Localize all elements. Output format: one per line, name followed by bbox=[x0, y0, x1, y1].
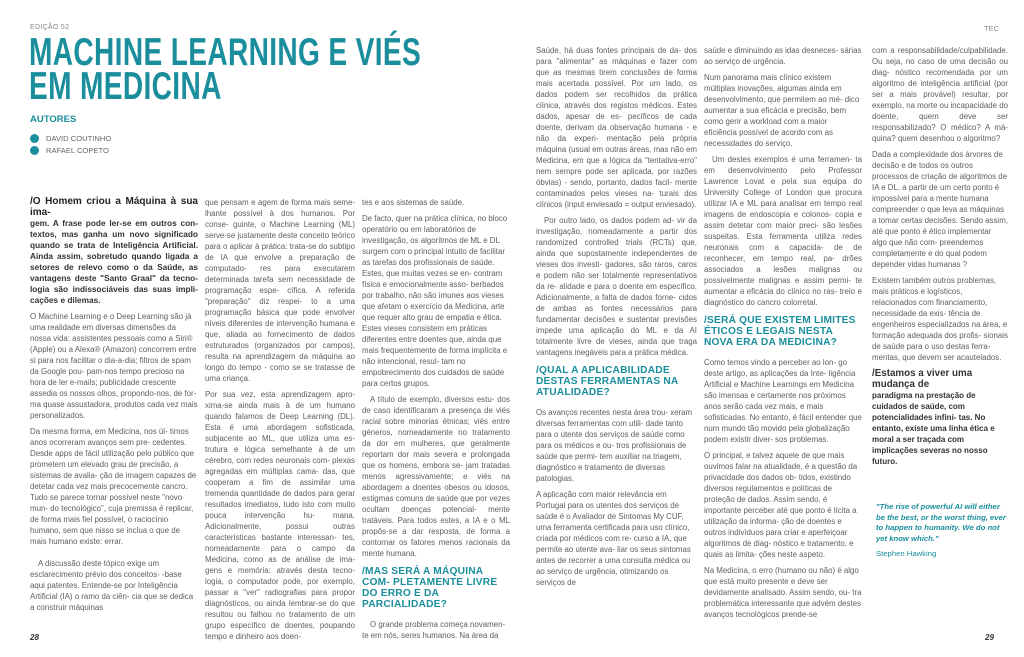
column-2 bbox=[205, 197, 355, 642]
author-item bbox=[30, 134, 111, 143]
body-paragraph: Da mesma forma, em Medicina, nos úl- timos anos ocorreram avanços sem pre- cedentes. Desde apps de fácil utilização pelo público que prometem um elevado grau de precisão, a sistemas de avalia- ção de imagem capazes de detetar cada vez mais precocemente cancro. Tudo se parece tornar possível neste "novo mun- do tecnológico", cuja premissa é replicar, de forma mais fiel possível, o raciocínio humano, sem que nisso se inclua o que de mais humano existe: errar. bbox=[30, 427, 197, 546]
quote-author: Stephen Hawking bbox=[876, 549, 937, 559]
section-label: TEC bbox=[984, 24, 999, 33]
pull-quote: "The rise of powerful AI will either be the best, or the worst thing, ever to happen to humanity. We do not yet know which." bbox=[876, 502, 1006, 543]
body-paragraph: tes e aos sistemas de saúde. bbox=[362, 198, 465, 207]
authors-label: AUTORES bbox=[30, 114, 77, 125]
body-paragraph: Por outro lado, os dados podem ad- vir da investigação, nomeadamente a partir dos randomized controlled trials (RCTs) que, ainda que supostamente independentes de vieses dos investi- gadores, são raros, caros e podem não ser totalmente representativos da re- alidade e para o doente em específico. Adicionalmente, a falta de dados forne- cidos de ambas as fontes necessários para fundamentar decisões e sustentar previsões impede uma aplicação do ML e da AI totalmente livre de vieses, ainda que traga vantagens inegáveis para a prática médica. bbox=[536, 216, 697, 357]
column-1 bbox=[30, 196, 198, 613]
column-6 bbox=[872, 45, 1008, 558]
column-3 bbox=[362, 197, 510, 641]
body-paragraph: A título de exemplo, diversos estu- dos de caso identificaram a presença de viés racial sobre minorias étnicas; viés entre géneros, nomeadamente no tratamento da dor em mulheres, que geralmente reportam dor mais severa e prolongada que os homens, embora se- jam tratadas menos agressivamente; e viés na abordagem a doentes obesos ou idosos, estigmas comuns de saúde que por vezes ocultam doenças potencial- mente tratáveis. Para todos estes, a IA e o ML propôs-se a dar resposta, de forma a contornar os fatores menos racionais da mente humana. bbox=[362, 395, 510, 558]
lead-text: gem. A frase pode ler-se em outros con- textos, mas ganha um novo significado quando se trata de Inteligência Artificial. Ainda assim, sobretudo quando ligada a setores de relevo como o da Saúde, as vantagens deste "Santo Graal" da tecno- logia são indissociáveis das suas impli- cações e dilemas. bbox=[30, 218, 198, 305]
right-page bbox=[512, 0, 1024, 657]
closing-text: paradigma na prestação de cuidados de saúde, com potencialidades infini- tas. No entanto, existe uma linha ética e moral a ser traçada com implicações severas no nosso futuro. bbox=[872, 391, 995, 466]
body-paragraph: A discussão deste tópico exige um esclarecimento prévio dos conceitos- -base aqui patentes. Entende-se por Inteligência Artificial (IA) o ramo da ciên- cia que se dedica a construir máquinas bbox=[30, 559, 194, 612]
section-heading: /QUAL A APLICABILIDADE DESTAS FERRAMENTAS NA ATUALIDADE? bbox=[536, 365, 679, 398]
body-paragraph: Os avanços recentes nesta área trou- xeram diversas ferramentas com utili- dade tanto para o utente dos serviços de saúde como para os médicos e ou- tros profissionais de saúde que permi- tem auxiliar na triagem, diagnóstico e tratamento de diversas patologias. bbox=[536, 408, 693, 483]
column-5 bbox=[704, 45, 862, 620]
title-line-2: EM MEDICINA bbox=[29, 65, 222, 108]
body-paragraph: A aplicação com maior relevância em Portugal para os utentes dos serviços de saúde é o Avaliador de Sintomas My CUF, uma ferramenta certificada para uso clínico, criada por médicos com re- curso a IA, que permite ao utente ava- liar os seus sintomas antes de recorrer a uma consulta médica ou ao serviço de urgência, otimizando os serviços de bbox=[536, 490, 691, 587]
body-paragraph: com a responsabilidade/culpabilidade. Ou seja, no caso de uma decisão ou diag- nóstico recomendada por um algoritmo de inteligência artificial (por ser a mais provável) resultar, por exemplo, na morte ou incapacidade do doente, quem deve ser responsabilizado? O médico? A má- quina? quem desenhou o algoritmo? bbox=[872, 46, 1008, 143]
body-paragraph: Num panorama mais clínico existem múltiplas inovações, algumas ainda em desenvolvimento, que permitem ao mé- dico aumentar a sua eficácia e precisão, bem como gerir a workload com a maior eficiência possível de acordo com as necessidades do serviço. bbox=[704, 73, 860, 148]
body-paragraph: Por sua vez, esta aprendizagem apro- xima-se ainda mais à de um humano quando falamos de Deep Learning (DL). Esta é uma abordagem sofisticada, subjacente ao ML, que utiliza uma es- trutura e lógica semelhante à de um cérebro, com redes neuronais com- plexas agregadas em múltiplas cama- das, que cooperam a fim de assimilar uma tremenda quantidade de dados para gerar resultados imediatos, tudo isto com muito pouca intervenção hu- mana. Adicionalmente, possui outras características bastante interessan- tes, nomeadamente para o campo da Medicina, como as de análise de ima- gens e memória: através desta tecno- logia, o computador pode, por exemplo, passar a "ver" radiografias para propor diagnósticos, ou ainda lembrar-se do que resultou ou falhou no tratamento de um grupo específico de doentes, poupando tempo e dinheiro aos doen- bbox=[205, 390, 355, 641]
title-line-1: MACHINE LEARNING E VIÉS bbox=[29, 31, 422, 74]
body-paragraph: O principal, e talvez aquele de que mais ouvimos falar na atualidade, é a questão da privacidade dos dados ob- tidos, existindo diversos regulamentos e políticas de proteção de dados. Assim sendo, é importante perceber até que ponto é lícita a utilização da informa- ção de doentes e outros indivíduos para criar e aperfeiçoar algoritmos de diag- nóstico e tratamento, e quais as limita- ções neste aspeto. bbox=[704, 451, 858, 559]
body-paragraph: O Machine Learning e o Deep Learning são já uma realidade em diversas dimensões da nossa vida: assistentes pessoais como a Siri® (Apple) ou a Alexa® (Amazon) concorrem entre si para nos facilitar o dia-a-dia; filtros de spam da Google pou- pam-nos tempo precioso na hora de ler e-mails; publicidade crescente assedia os nossos olhos, propondo-nos, de for- ma quase assustadora, produtos cada vez mais personalizados. bbox=[30, 312, 198, 420]
body-paragraph: Um destes exemplos é uma ferramen- ta em desenvolvimento pelo Professor Lawrence Lovat e pela sua equipa do University College of London que procura utilizar IA e ML para analisar em tempo real imagens de endoscopia e colonos- copia e assim detetar com maior preci- são lesões suspeitas. Esta ferramenta utiliza redes neuronais com a capacida- de de reconhecer, em tempo real, pa- drões associados a lesões malignas ou possivelmente malignas e assim permi- te aumentar a eficácia do clínico no ras- treio e diagnóstico do cancro colorretal. bbox=[704, 155, 862, 307]
column-4 bbox=[536, 45, 697, 588]
section-heading: /SERÁ QUE EXISTEM LIMITES ÉTICOS E LEGAIS NESTA NOVA ERA DA MEDICINA? bbox=[704, 315, 856, 348]
page-number: 28 bbox=[30, 633, 39, 642]
section-heading: /MAS SERÁ A MÁQUINA COM- PLETAMENTE LIVRE DO ERRO E DA PARCIALIDADE? bbox=[362, 566, 498, 610]
body-paragraph: Dada a complexidade dos árvores de decisão e de todos os outros processos de criação de algoritmos de IA e DL, a partir de um certo ponto é impossível para a mente humana compreender o que leva as máquinas a tomar certas decisões. Sendo assim, até que ponto é ético implementar algo que não com- preendemos completamente e do qual podem depender vidas humanas ? bbox=[872, 150, 1008, 269]
body-paragraph: saúde e diminuindo as idas desneces- sárias ao serviço de urgência. bbox=[704, 46, 862, 66]
body-paragraph: Como temos vindo a perceber ao lon- go deste artigo, as aplicações da Inte- ligência Artificial e Machine Learnings em Medicina são imensas e certamente nos próximos anos serão cada vez mais, e mais sofisticadas. No entanto, é fácil entender que num mundo tão movido pela globalização podem existir diver- sos problemas. bbox=[704, 358, 862, 444]
page-number: 29 bbox=[985, 633, 994, 642]
author-name: RAFAEL COPETO bbox=[46, 146, 109, 155]
closing-first-line: /Estamos a viver uma mudança de bbox=[872, 368, 973, 390]
closing-statement bbox=[872, 368, 1008, 467]
bullet-dot-icon bbox=[30, 146, 39, 155]
author-item bbox=[30, 146, 109, 155]
article-title bbox=[29, 31, 422, 108]
edition-label: EDIÇÃO 52 bbox=[30, 24, 70, 31]
body-paragraph: O grande problema começa novamen- te em nós, seres humanos. Na área da bbox=[362, 620, 506, 640]
author-name: DAVID COUTINHO bbox=[46, 134, 112, 143]
body-paragraph: Na Medicina, o erro (humano ou não) é algo que está muito presente e deve ser devidamente analisado. Assim sendo, ou- tra problemática interessante que advém destes avanços tecnológicos prende-se bbox=[704, 566, 862, 619]
bullet-dot-icon bbox=[30, 134, 39, 143]
body-paragraph: que pensam e agem de forma mais seme- lhante possível à dos humanos. Por conse- guinte, o Machine Learning (ML) serve-se justamente deste conceito teórico para o aplicar à prática: trata-se do subtipo de IA que envolve a preparação de computado- res para executarem determinada tarefa sem necessidade de programação espe- cífica. A referida "preparação" diz respei- to a uma programação básica que pode envolver níveis diferentes de intervenção humana e que, aliada ao fornecimento de dados estruturados (organizados por campos), resulta na aprendizagem da máquina ao longo do tempo - como se se tratasse de uma criança. bbox=[205, 198, 356, 383]
lead-first-line: /O Homem criou a Máquina à sua ima- bbox=[30, 196, 198, 218]
body-paragraph: Existem também outros problemas, mais práticos e logísticos, relacionados com financiamento, necessidade da exis- tência de engenheiros especializados na área, e formação adequada dos profis- sionais de saúde para o uso destas ferra- mentas, que devem ser acautelados. bbox=[872, 276, 1008, 362]
lead-paragraph bbox=[30, 196, 198, 306]
body-paragraph: De facto, quer na prática clínica, no bloco operatório ou em laboratórios de investigação, os algoritmos de ML e DL surgem com o principal intuito de facilitar as tarefas dos profissionais de saúde. Estes, que muitas vezes se en- contram física e emocionalmente asso- berbados por trabalho, não são imunes aos vieses que afetam o exercício da Medicina, arte que requer alto grau de empatia e ética. Estes vieses consistem em práticas diferentes entre doentes que, ainda que mais frequentemente de forma implícita e não intencional, resul- tam no empobrecimento dos cuidados de saúde para certos grupos. bbox=[362, 214, 508, 388]
body-paragraph: Saúde, há duas fontes principais de da- dos para "alimentar" as máquinas e fazer com que as mesmas tirem conclusões de forma mais acertada possível. Por um lado, os dados podem ser recolhidos da prática clínica, através dos registos médicos. Estes dados, apesar de es- pecíficos de cada doente, derivam da observação humana - e não da experi- mentação pela própria máquina (usual em outras áreas, mas não em Medicina, em que a lógica da "tentativa-erro" nem sempre pode ser aplicada, por razões óbvias) - sendo, portanto, dados facil- mente contaminados pelos vieses na- turais dos clínicos (input enviesado = output enviesado). bbox=[536, 46, 697, 209]
